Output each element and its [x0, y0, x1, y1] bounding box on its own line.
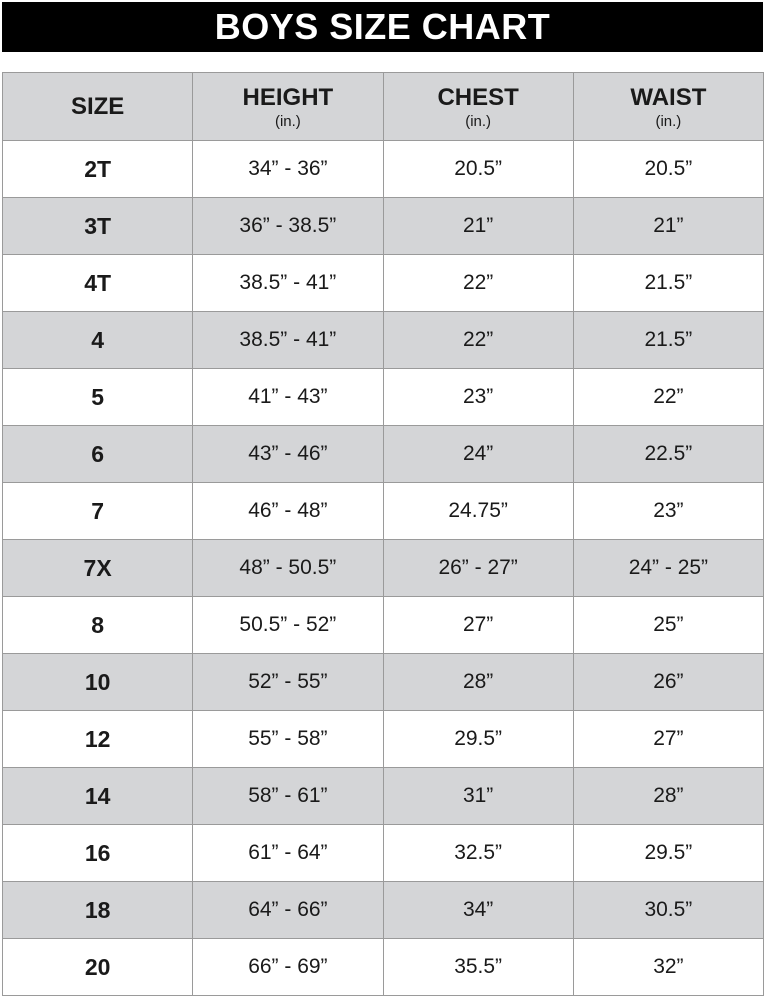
chest-cell: 29.5”: [383, 711, 573, 768]
waist-cell: 21”: [573, 198, 763, 255]
height-cell: 46” - 48”: [193, 483, 383, 540]
waist-cell: 30.5”: [573, 882, 763, 939]
height-cell: 66” - 69”: [193, 939, 383, 996]
size-cell: 14: [3, 768, 193, 825]
table-row: [3, 141, 764, 198]
size-cell: 2T: [3, 141, 193, 198]
height-cell: 52” - 55”: [193, 654, 383, 711]
waist-cell: 27”: [573, 711, 763, 768]
table-row: [3, 312, 764, 369]
chest-cell: 24”: [383, 426, 573, 483]
header-height: [193, 73, 383, 141]
header-chest-label: CHEST: [437, 83, 519, 111]
header-chest: [383, 73, 573, 141]
chart-title: BOYS SIZE CHART: [2, 2, 763, 52]
height-cell: 38.5” - 41”: [193, 312, 383, 369]
table-row: [3, 825, 764, 882]
size-chart-table: [2, 72, 764, 996]
size-cell: 16: [3, 825, 193, 882]
size-cell: 4T: [3, 255, 193, 312]
waist-cell: 25”: [573, 597, 763, 654]
size-cell: 10: [3, 654, 193, 711]
height-cell: 48” - 50.5”: [193, 540, 383, 597]
height-cell: 43” - 46”: [193, 426, 383, 483]
chest-cell: 24.75”: [383, 483, 573, 540]
table-row: [3, 882, 764, 939]
chest-cell: 27”: [383, 597, 573, 654]
size-cell: 6: [3, 426, 193, 483]
size-cell: 7X: [3, 540, 193, 597]
height-cell: 36” - 38.5”: [193, 198, 383, 255]
header-size-label: SIZE: [70, 92, 125, 120]
size-cell: 3T: [3, 198, 193, 255]
size-cell: 12: [3, 711, 193, 768]
height-cell: 41” - 43”: [193, 369, 383, 426]
chest-cell: 20.5”: [383, 141, 573, 198]
header-waist-unit: (in.): [655, 112, 682, 130]
waist-cell: 20.5”: [573, 141, 763, 198]
height-cell: 34” - 36”: [193, 141, 383, 198]
waist-cell: 22.5”: [573, 426, 763, 483]
table-row: [3, 255, 764, 312]
header-size: [3, 73, 193, 141]
chest-cell: 28”: [383, 654, 573, 711]
size-cell: 5: [3, 369, 193, 426]
table-row: [3, 711, 764, 768]
height-cell: 55” - 58”: [193, 711, 383, 768]
size-cell: 7: [3, 483, 193, 540]
size-cell: 20: [3, 939, 193, 996]
waist-cell: 29.5”: [573, 825, 763, 882]
chest-cell: 31”: [383, 768, 573, 825]
table-row: [3, 768, 764, 825]
chest-cell: 34”: [383, 882, 573, 939]
chest-cell: 26” - 27”: [383, 540, 573, 597]
chest-cell: 32.5”: [383, 825, 573, 882]
header-height-label: HEIGHT: [242, 83, 334, 111]
size-cell: 18: [3, 882, 193, 939]
size-cell: 8: [3, 597, 193, 654]
chest-cell: 23”: [383, 369, 573, 426]
chest-cell: 21”: [383, 198, 573, 255]
waist-cell: 21.5”: [573, 312, 763, 369]
table-row: [3, 198, 764, 255]
height-cell: 58” - 61”: [193, 768, 383, 825]
table-row: [3, 939, 764, 996]
waist-cell: 21.5”: [573, 255, 763, 312]
chest-cell: 22”: [383, 255, 573, 312]
waist-cell: 23”: [573, 483, 763, 540]
header-waist: [573, 73, 763, 141]
table-row: [3, 426, 764, 483]
height-cell: 50.5” - 52”: [193, 597, 383, 654]
table-row: [3, 540, 764, 597]
header-row: [3, 73, 764, 141]
chest-cell: 35.5”: [383, 939, 573, 996]
header-height-unit: (in.): [274, 112, 301, 130]
size-cell: 4: [3, 312, 193, 369]
table-row: [3, 369, 764, 426]
chest-cell: 22”: [383, 312, 573, 369]
height-cell: 64” - 66”: [193, 882, 383, 939]
waist-cell: 32”: [573, 939, 763, 996]
header-waist-label: WAIST: [630, 83, 707, 111]
waist-cell: 28”: [573, 768, 763, 825]
waist-cell: 24” - 25”: [573, 540, 763, 597]
table-row: [3, 654, 764, 711]
table-row: [3, 597, 764, 654]
waist-cell: 26”: [573, 654, 763, 711]
height-cell: 38.5” - 41”: [193, 255, 383, 312]
height-cell: 61” - 64”: [193, 825, 383, 882]
table-row: [3, 483, 764, 540]
waist-cell: 22”: [573, 369, 763, 426]
header-chest-unit: (in.): [465, 112, 492, 130]
